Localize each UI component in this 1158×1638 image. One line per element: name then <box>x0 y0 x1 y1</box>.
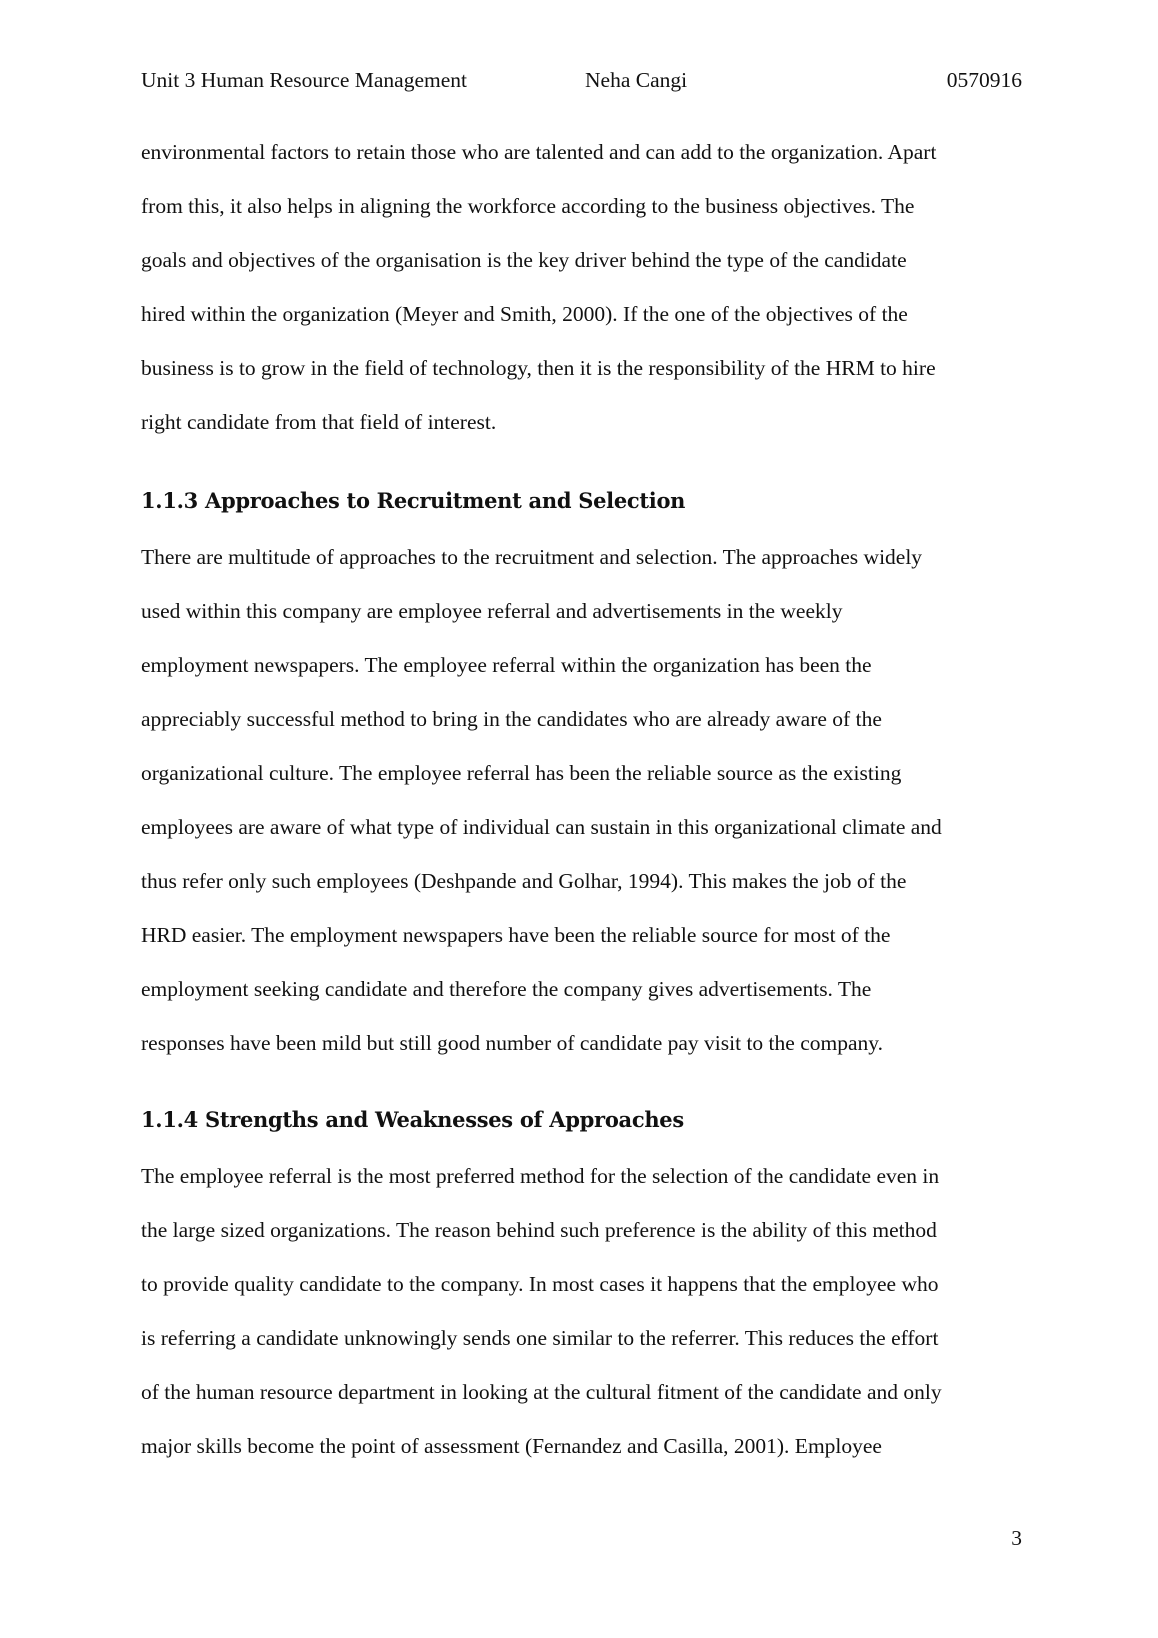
paragraph-environmental-factors: environmental factors to retain those who are talented and can add to the organization. Apart from this, it also helps in aligning the workforce according to the business objectives. The goals and objectives of the organisation is the key driver behind the type of the candidate hired within the organization (Meyer and Smith, 2000). If the one of the objectives of the business is to grow in the field of technology, then it is the responsibility of the HRM to hire right candidate from that field of interest. <box>141 140 937 434</box>
header-course-title: Unit 3 Human Resource Management <box>141 68 467 92</box>
page-header <box>141 68 1022 100</box>
page-number: 3 <box>1011 1526 1022 1550</box>
section-heading-strengths-weaknesses: 1.1.4 Strengths and Weaknesses of Approaches <box>141 1107 684 1132</box>
header-author-name: Neha Cangi <box>585 68 688 92</box>
header-student-id: 0570916 <box>946 68 1022 92</box>
paragraph-approaches: There are multitude of approaches to the recruitment and selection. The approaches widely used within this company are employee referral and advertisements in the weekly employment newspapers. The employee referral within the organization has been the appreciably successful method to bring in the candidates who are already aware of the organizational culture. The employee referral has been the reliable source as the existing employees are aware of what type of individual can sustain in this organizational climate and thus refer only such employees (Deshpande and Golhar, 1994). This makes the job of the HRD easier. The employment newspapers have been the reliable source for most of the employment seeking candidate and therefore the company gives advertisements. The responses have been mild but still good number of candidate pay visit to the company. <box>141 545 942 1055</box>
section-heading-approaches: 1.1.3 Approaches to Recruitment and Selection <box>141 488 686 513</box>
paragraph-employee-referral: The employee referral is the most preferred method for the selection of the candidate even in the large sized organizations. The reason behind such preference is the ability of this method to provide quality candidate to the company. In most cases it happens that the employee who is referring a candidate unknowingly sends one similar to the referrer. This reduces the effort of the human resource department in looking at the cultural fitment of the candidate and only major skills become the point of assessment (Fernandez and Casilla, 2001). Employee <box>141 1164 942 1458</box>
